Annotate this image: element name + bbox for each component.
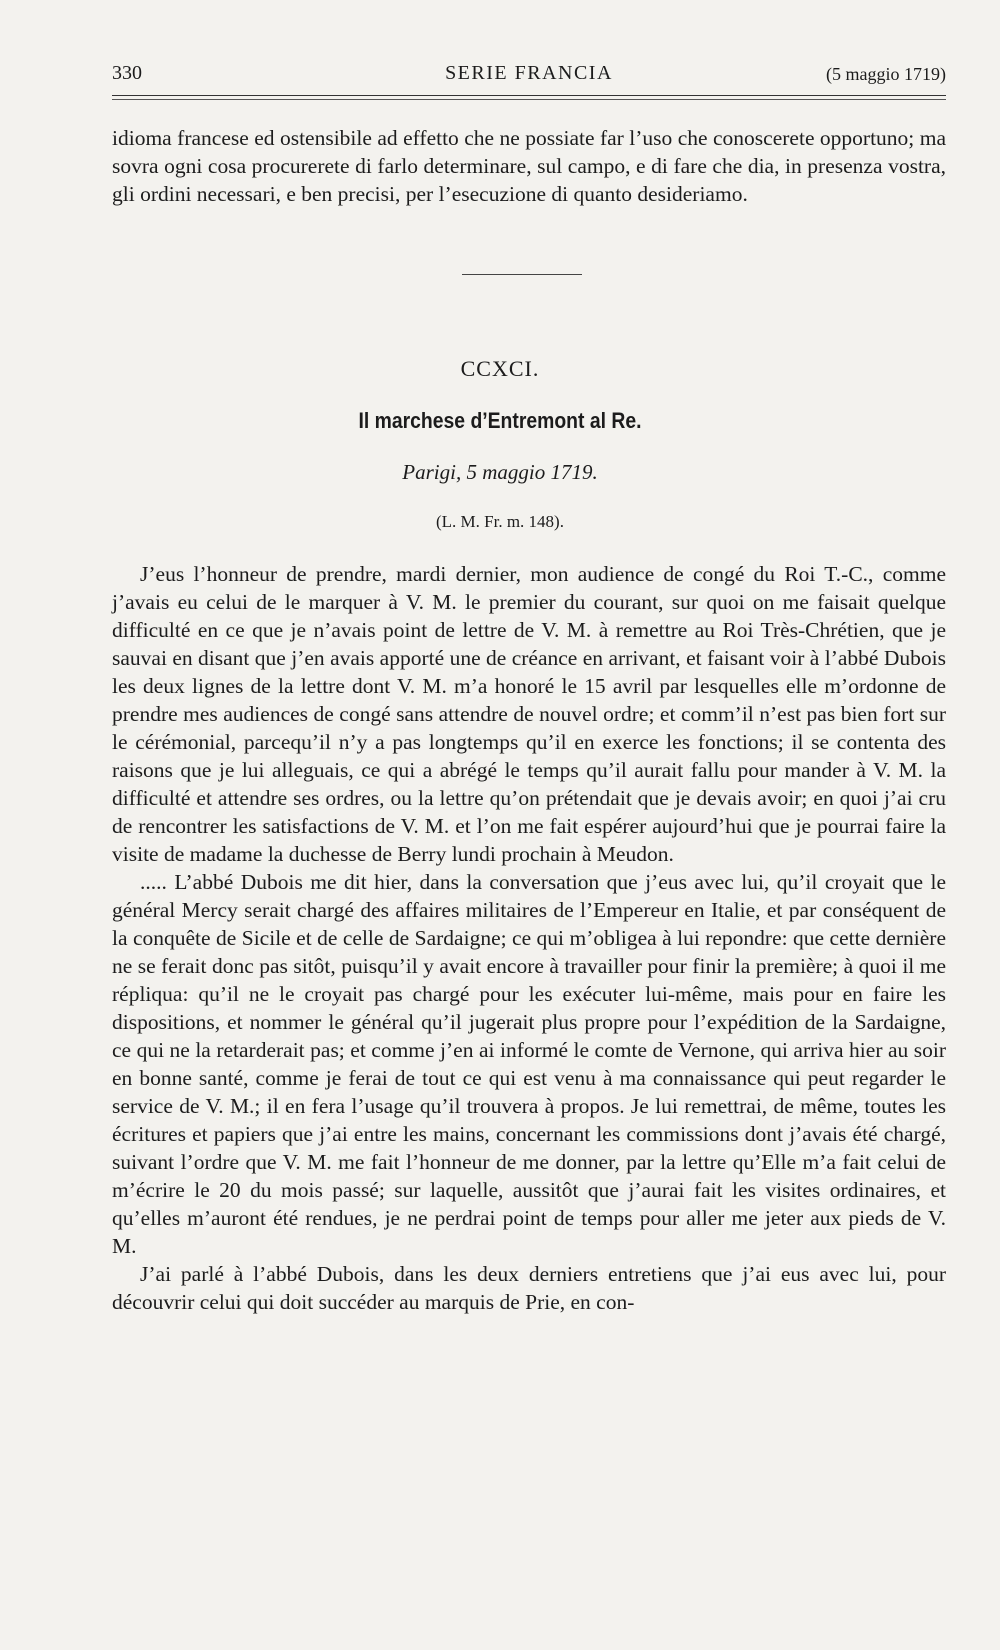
header-date: (5 maggio 1719) <box>826 64 946 84</box>
page-number: 330 <box>112 62 142 84</box>
document-source: (L. M. Fr. m. 148). <box>436 512 564 531</box>
document-place-date: Parigi, 5 maggio 1719. <box>402 460 598 484</box>
section-divider <box>462 274 582 275</box>
opening-paragraph: idioma francese ed ostensibile ad effetto che ne possiate far l’uso che conoscerete opportuno; ma sovra ogni cosa procurerete di farlo determinare, sul campo, e di fare che dia, in presenza vostra, gli ordini necessari, e ben precisi, per l’esecuzione di quanto desideriamo. <box>112 126 946 206</box>
header-rule <box>112 95 946 96</box>
body-paragraph: ..... L’abbé Dubois me dit hier, dans la conversation que j’eus avec lui, qu’il croyait que le général Mercy serait chargé des affaires militaires de l’Empereur en Italie, et par conséquent de la conquête de Sicile et de celle de Sardaigne; ce qui m’obligea à lui repondre: que cette dernière ne se ferait donc pas sitôt, puisqu’il y avait encore à travailler pour finir la première; à quoi il me répliqua: qu’il ne le croyait pas chargé pour les exécuter lui-même, mais pour en faire les dispositions, et nommer le général qu’il jugerait plus propre pour l’expédition de la Sardaigne, ce qui ne la retarderait pas; et comme j’en ai informé le comte de Vernone, qui arriva hier au soir en bonne santé, comme je ferai de tout ce qui est venu à ma connaissance qui peut regarder le service de V. M.; il en fera l’usage qu’il trouvera à propos. Je lui remettrai, de même, toutes les écritures et papiers que j’ai entre les mains, concernant les commissions dont j’avais été chargé, suivant l’ordre que V. M. me fait l’honneur de me donner, par la lettre qu’Elle m’a fait celui de m’écrire le 20 du mois passé; sur laquelle, aussitôt que j’aurai fait les visites ordinaires, et qu’elles m’auront été rendues, je ne perdrai point de temps pour aller me jeter aux pieds de V. M. <box>112 870 946 1258</box>
document-title: Il marchese d’Entremont al Re. <box>358 408 642 433</box>
body-paragraph: J’eus l’honneur de prendre, mardi dernier, mon audience de congé du Roi T.-C., comme j’avais eu celui de le marquer à V. M. le premier du courant, sur quoi on me faisait quelque difficulté en ce que je n’avais point de lettre de V. M. à remettre au Roi Très-Chrétien, que je sauvai en disant que j’en avais apporté une de créance en arrivant, et faisant voir à l’abbé Dubois les deux lignes de la lettre dont V. M. m’a honoré le 15 avril par lesquelles elle m’ordonne de prendre mes audiences de congé sans attendre de nouvel ordre; et comm’il n’est pas bien fort sur le cérémonial, parcequ’il n’y a pas longtemps qu’il en exerce les fonctions; il se contenta des raisons que je lui alleguais, ce qui a abrégé le temps qu’il aurait fallu pour mander à V. M. la difficulté et attendre ses ordres, ou la lettre qu’on prétendait que je devais avoir; en quoi j’ai cru de rencontrer les satisfactions de V. M. et l’on me fait espérer aujourd’hui que je pourrai faire la visite de madame la duchesse de Berry lundi prochain à Meudon. <box>112 562 946 866</box>
opening-paragraph-block <box>112 124 946 208</box>
body-paragraph: J’ai parlé à l’abbé Dubois, dans les deux derniers entretiens que j’ai eus avec lui, pour découvrir celui qui doit succéder au marquis de Prie, en con- <box>112 1262 946 1314</box>
series-title: SERIE FRANCIA <box>445 62 613 84</box>
running-head <box>112 58 946 90</box>
header-rule-secondary <box>112 99 946 100</box>
document-number: CCXCI. <box>460 356 540 381</box>
letter-body <box>112 560 946 1316</box>
